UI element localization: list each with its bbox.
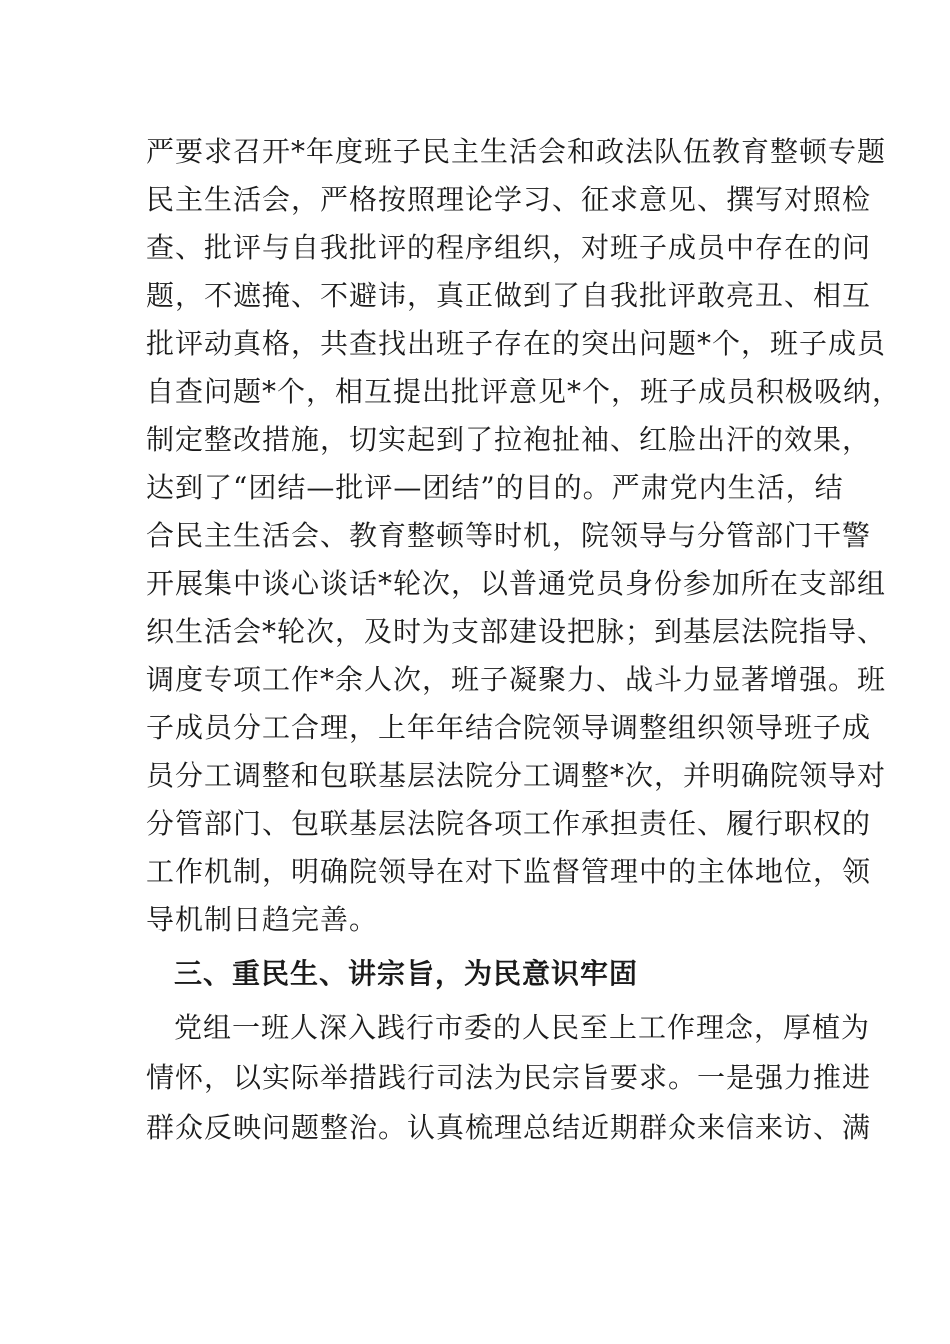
- paragraph-line: 严要求召开*年度班子民主生活会和政法队伍教育整顿专题: [146, 135, 887, 168]
- paragraph-line: 自查问题*个，相互提出批评意见*个，班子成员积极吸纳，: [146, 375, 902, 408]
- paragraph-line: 开展集中谈心谈话*轮次，以普通党员身份参加所在支部组: [146, 567, 887, 600]
- paragraph-line: 民主生活会，严格按照理论学习、征求意见、撰写对照检: [146, 183, 872, 216]
- paragraph-line: 工作机制，明确院领导在对下监督管理中的主体地位，领: [146, 855, 872, 888]
- paragraph-line: 调度专项工作*余人次，班子凝聚力、战斗力显著增强。班: [146, 663, 887, 696]
- paragraph-line: 分管部门、包联基层法院各项工作承担责任、履行职权的: [146, 807, 872, 840]
- paragraph-line: 子成员分工合理，上年年结合院领导调整组织领导班子成: [146, 711, 872, 744]
- paragraph-line: 织生活会*轮次，及时为支部建设把脉；到基层法院指导、: [146, 615, 887, 648]
- paragraph-line: 员分工调整和包联基层法院分工调整*次，并明确院领导对: [146, 759, 887, 792]
- paragraph-line: 导机制日趋完善。: [146, 903, 379, 936]
- paragraph-line: 情怀，以实际举措践行司法为民宗旨要求。一是强力推进: [146, 1061, 872, 1094]
- paragraph-line: 查、批评与自我批评的程序组织，对班子成员中存在的问: [146, 231, 872, 264]
- paragraph-line: 达到了“团结—批评—团结”的目的。严肃党内生活，结: [146, 471, 844, 504]
- paragraph-line: 制定整改措施，切实起到了拉袍扯袖、红脸出汗的效果，: [146, 423, 872, 456]
- paragraph-line: 党组一班人深入践行市委的人民至上工作理念，厚植为: [174, 1011, 871, 1044]
- paragraph-line: 群众反映问题整治。认真梳理总结近期群众来信来访、满: [146, 1111, 872, 1144]
- paragraph-line: 合民主生活会、教育整顿等时机，院领导与分管部门干警: [146, 519, 872, 552]
- paragraph-line: 题，不遮掩、不避讳，真正做到了自我批评敢亮丑、相互: [146, 279, 872, 312]
- section-heading: 三、重民生、讲宗旨，为民意识牢固: [174, 957, 639, 990]
- paragraph-line: 批评动真格，共查找出班子存在的突出问题*个，班子成员: [146, 327, 887, 360]
